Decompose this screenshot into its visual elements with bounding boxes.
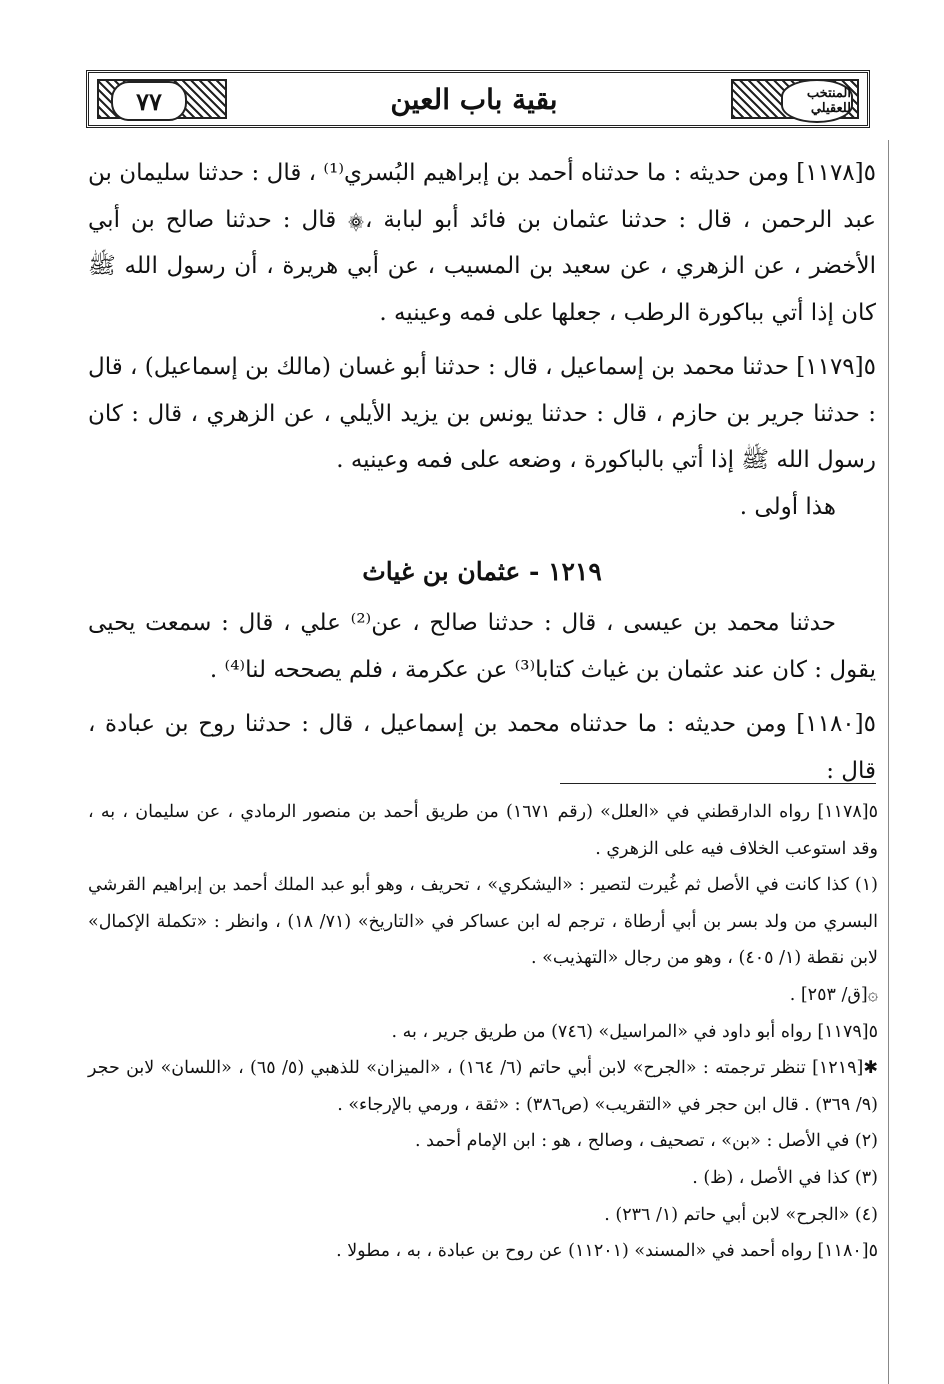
section-title: ١٢١٩ - عثمان بن غياث xyxy=(362,557,602,586)
main-text xyxy=(88,150,876,794)
footnotes xyxy=(88,794,878,1270)
footnote-1: (١) كذا كانت في الأصل ثم غُيرت لتصير : «اليشكري» ، تحريف ، وهو أبو عبد الملك أحمد بن إبراهيم القرشي البسري من ولد بسر بن أبي أرطاة ، ترجم له ابن عساكر في «التاريخ» (٧١/ ١٨) ، وانظر : «تكملة الإكمال» لابن نقطة (١/ ٤٠٥) ، وهو من رجال «التهذيب» . xyxy=(88,875,878,969)
paragraph-1179: ٥[١١٧٩] حدثنا محمد بن إسماعيل ، قال : حدثنا أبو غسان (مالك بن إسماعيل) ، قال : حدثنا جرير بن حازم ، قال : حدثنا يونس بن يزيد الأيلي ، عن الزهري ، قال : كان رسول الله ﷺ إذا أتي بالباكورة ، وضعه على فمه وعينيه . xyxy=(88,354,876,473)
paragraph-1219: حدثنا محمد بن عيسى ، قال : حدثنا صالح ، عن⁽²⁾ علي ، قال : سمعت يحيى يقول : كان عند عثمان بن غياث كتابا⁽³⁾ عن عكرمة ، فلم يصححه لنا⁽⁴⁾ . xyxy=(88,610,876,683)
footnote-1178: ٥[١١٧٨] رواه الدارقطني في «العلل» (رقم ١٦٧١) من طريق أحمد بن منصور الرمادي ، عن سليمان ، به ، وقد استوعب الخلاف فيه على الزهري . xyxy=(88,802,878,859)
book-emblem: المنتخب للعقيلي xyxy=(781,79,853,123)
page-number: ٧٧ xyxy=(111,81,187,121)
footnote-4: (٤) «الجرح» لابن أبي حاتم (١/ ٢٣٦) . xyxy=(604,1204,878,1225)
footnote-separator xyxy=(560,783,876,784)
footnote-2: (٢) في الأصل : «بن» ، تصحيف ، وصالح ، هو : ابن الإمام أحمد . xyxy=(414,1131,878,1152)
page-header xyxy=(86,70,870,128)
footnote-1180: ٥[١١٨٠] رواه أحمد في «المسند» (١١٢٠١) عن روح بن عبادة ، به ، مطولا . xyxy=(336,1241,878,1262)
running-title: بقية باب العين xyxy=(329,77,619,121)
footnote-3: (٣) كذا في الأصل ، (ظ) . xyxy=(692,1167,878,1188)
paragraph-1178: ٥[١١٧٨] ومن حديثه : ما حدثناه أحمد بن إبراهيم البُسري⁽¹⁾ ، قال : حدثنا سليمان بن عبد الرحمن ، قال : حدثنا عثمان بن فائد أبو لبابة ،۞ قال : حدثنا صالح بن أبي الأخضر ، عن الزهري ، عن سعيد بن المسيب ، عن أبي هريرة ، أن رسول الله ﷺ كان إذا أتي بباكورة الرطب ، جعلها على فمه وعينيه . xyxy=(88,160,876,326)
paragraph-1180: ٥[١١٨٠] ومن حديثه : ما حدثناه محمد بن إسماعيل ، قال : حدثنا روح بن عبادة ، قال : xyxy=(88,711,876,784)
margin-rule xyxy=(888,140,889,1384)
footnote-1219: ✱[١٢١٩] تنظر ترجمته : «الجرح» لابن أبي حاتم (٦/ ١٦٤) ، «الميزان» للذهبي (٥/ ٦٥) ، «اللسان» لابن حجر (٩/ ٣٦٩) . قال ابن حجر في «التقريب» (ص٣٨٦) : «ثقة ، ورمي بالإرجاء» . xyxy=(88,1058,879,1115)
paragraph-comment: هذا أولى . xyxy=(739,493,836,520)
footnote-folio: ۞[ق/ ٢٥٣] . xyxy=(789,984,878,1005)
footnote-1179: ٥[١١٧٩] رواه أبو داود في «المراسيل» (٧٤٦) من طريق جرير ، به . xyxy=(391,1021,878,1042)
